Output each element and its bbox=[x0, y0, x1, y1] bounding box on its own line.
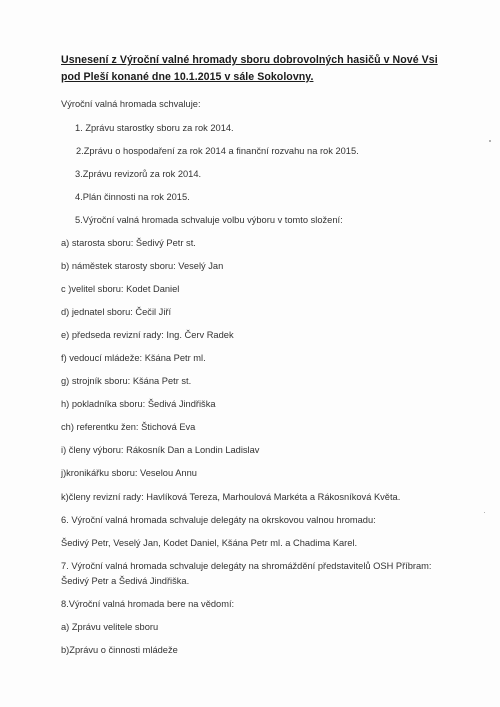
document-title: Usnesení z Výroční valné hromady sboru dobrovolných hasičů v Nové Vsi pod Pleší konané dne 10.1.2015 v sále Sokolovny. bbox=[61, 54, 438, 83]
item7-line1: 7. Výroční valná hromada schvaluje delegáty na shromáždění představitelů OSH Příbram: bbox=[61, 561, 432, 571]
scan-speck bbox=[489, 140, 491, 142]
item8-b: b)Zprávu o činnosti mládeže bbox=[61, 645, 178, 655]
committee-item-d: d) jednatel sboru: Čečil Jiří bbox=[61, 307, 172, 317]
committee-item-i: i) členy výboru: Rákosník Dan a Londin Ladislav bbox=[61, 445, 260, 455]
committee-item-c: c )velitel sboru: Kodet Daniel bbox=[61, 284, 180, 294]
approval-item-2: 2.Zprávu o hospodaření za rok 2014 a finanční rozvahu na rok 2015. bbox=[76, 146, 359, 156]
approval-item-3: 3.Zprávu revizorů za rok 2014. bbox=[75, 169, 202, 179]
intro-line: Výroční valná hromada schvaluje: bbox=[61, 99, 201, 109]
item7-line2: Šedivý Petr a Šedivá Jindřiška. bbox=[61, 576, 190, 586]
scan-speck bbox=[484, 512, 485, 513]
item8-a: a) Zprávu velitele sboru bbox=[61, 622, 159, 632]
approval-item-1: 1. Zprávu starostky sboru za rok 2014. bbox=[75, 123, 234, 133]
committee-item-e: e) předseda revizní rady: Ing. Červ Radek bbox=[61, 330, 234, 340]
item6-line1: 6. Výroční valná hromada schvaluje delegáty na okrskovou valnou hromadu: bbox=[61, 515, 376, 525]
committee-item-g: g) strojník sboru: Kšána Petr st. bbox=[61, 376, 192, 386]
committee-item-k: k)členy revizní rady: Havlíková Tereza, Marhoulová Markéta a Rákosníková Květa. bbox=[61, 492, 401, 502]
approval-item-4: 4.Plán činnosti na rok 2015. bbox=[75, 192, 190, 202]
item6-line2: Šedivý Petr, Veselý Jan, Kodet Daniel, Kšána Petr ml. a Chadima Karel. bbox=[61, 538, 358, 548]
committee-item-j: j)kronikářku sboru: Veselou Annu bbox=[61, 468, 197, 478]
committee-item-b: b) náměstek starosty sboru: Veselý Jan bbox=[61, 261, 224, 271]
committee-item-ch: ch) referentku žen: Štichová Eva bbox=[61, 422, 196, 432]
item8-intro: 8.Výroční valná hromada bere na vědomí: bbox=[61, 599, 235, 609]
approval-item-5: 5.Výroční valná hromada schvaluje volbu výboru v tomto složení: bbox=[75, 215, 343, 225]
committee-item-a: a) starosta sboru: Šedivý Petr st. bbox=[61, 238, 196, 248]
committee-item-f: f) vedoucí mládeže: Kšána Petr ml. bbox=[61, 353, 206, 363]
committee-item-h: h) pokladníka sboru: Šedivá Jindřiška bbox=[61, 399, 216, 409]
